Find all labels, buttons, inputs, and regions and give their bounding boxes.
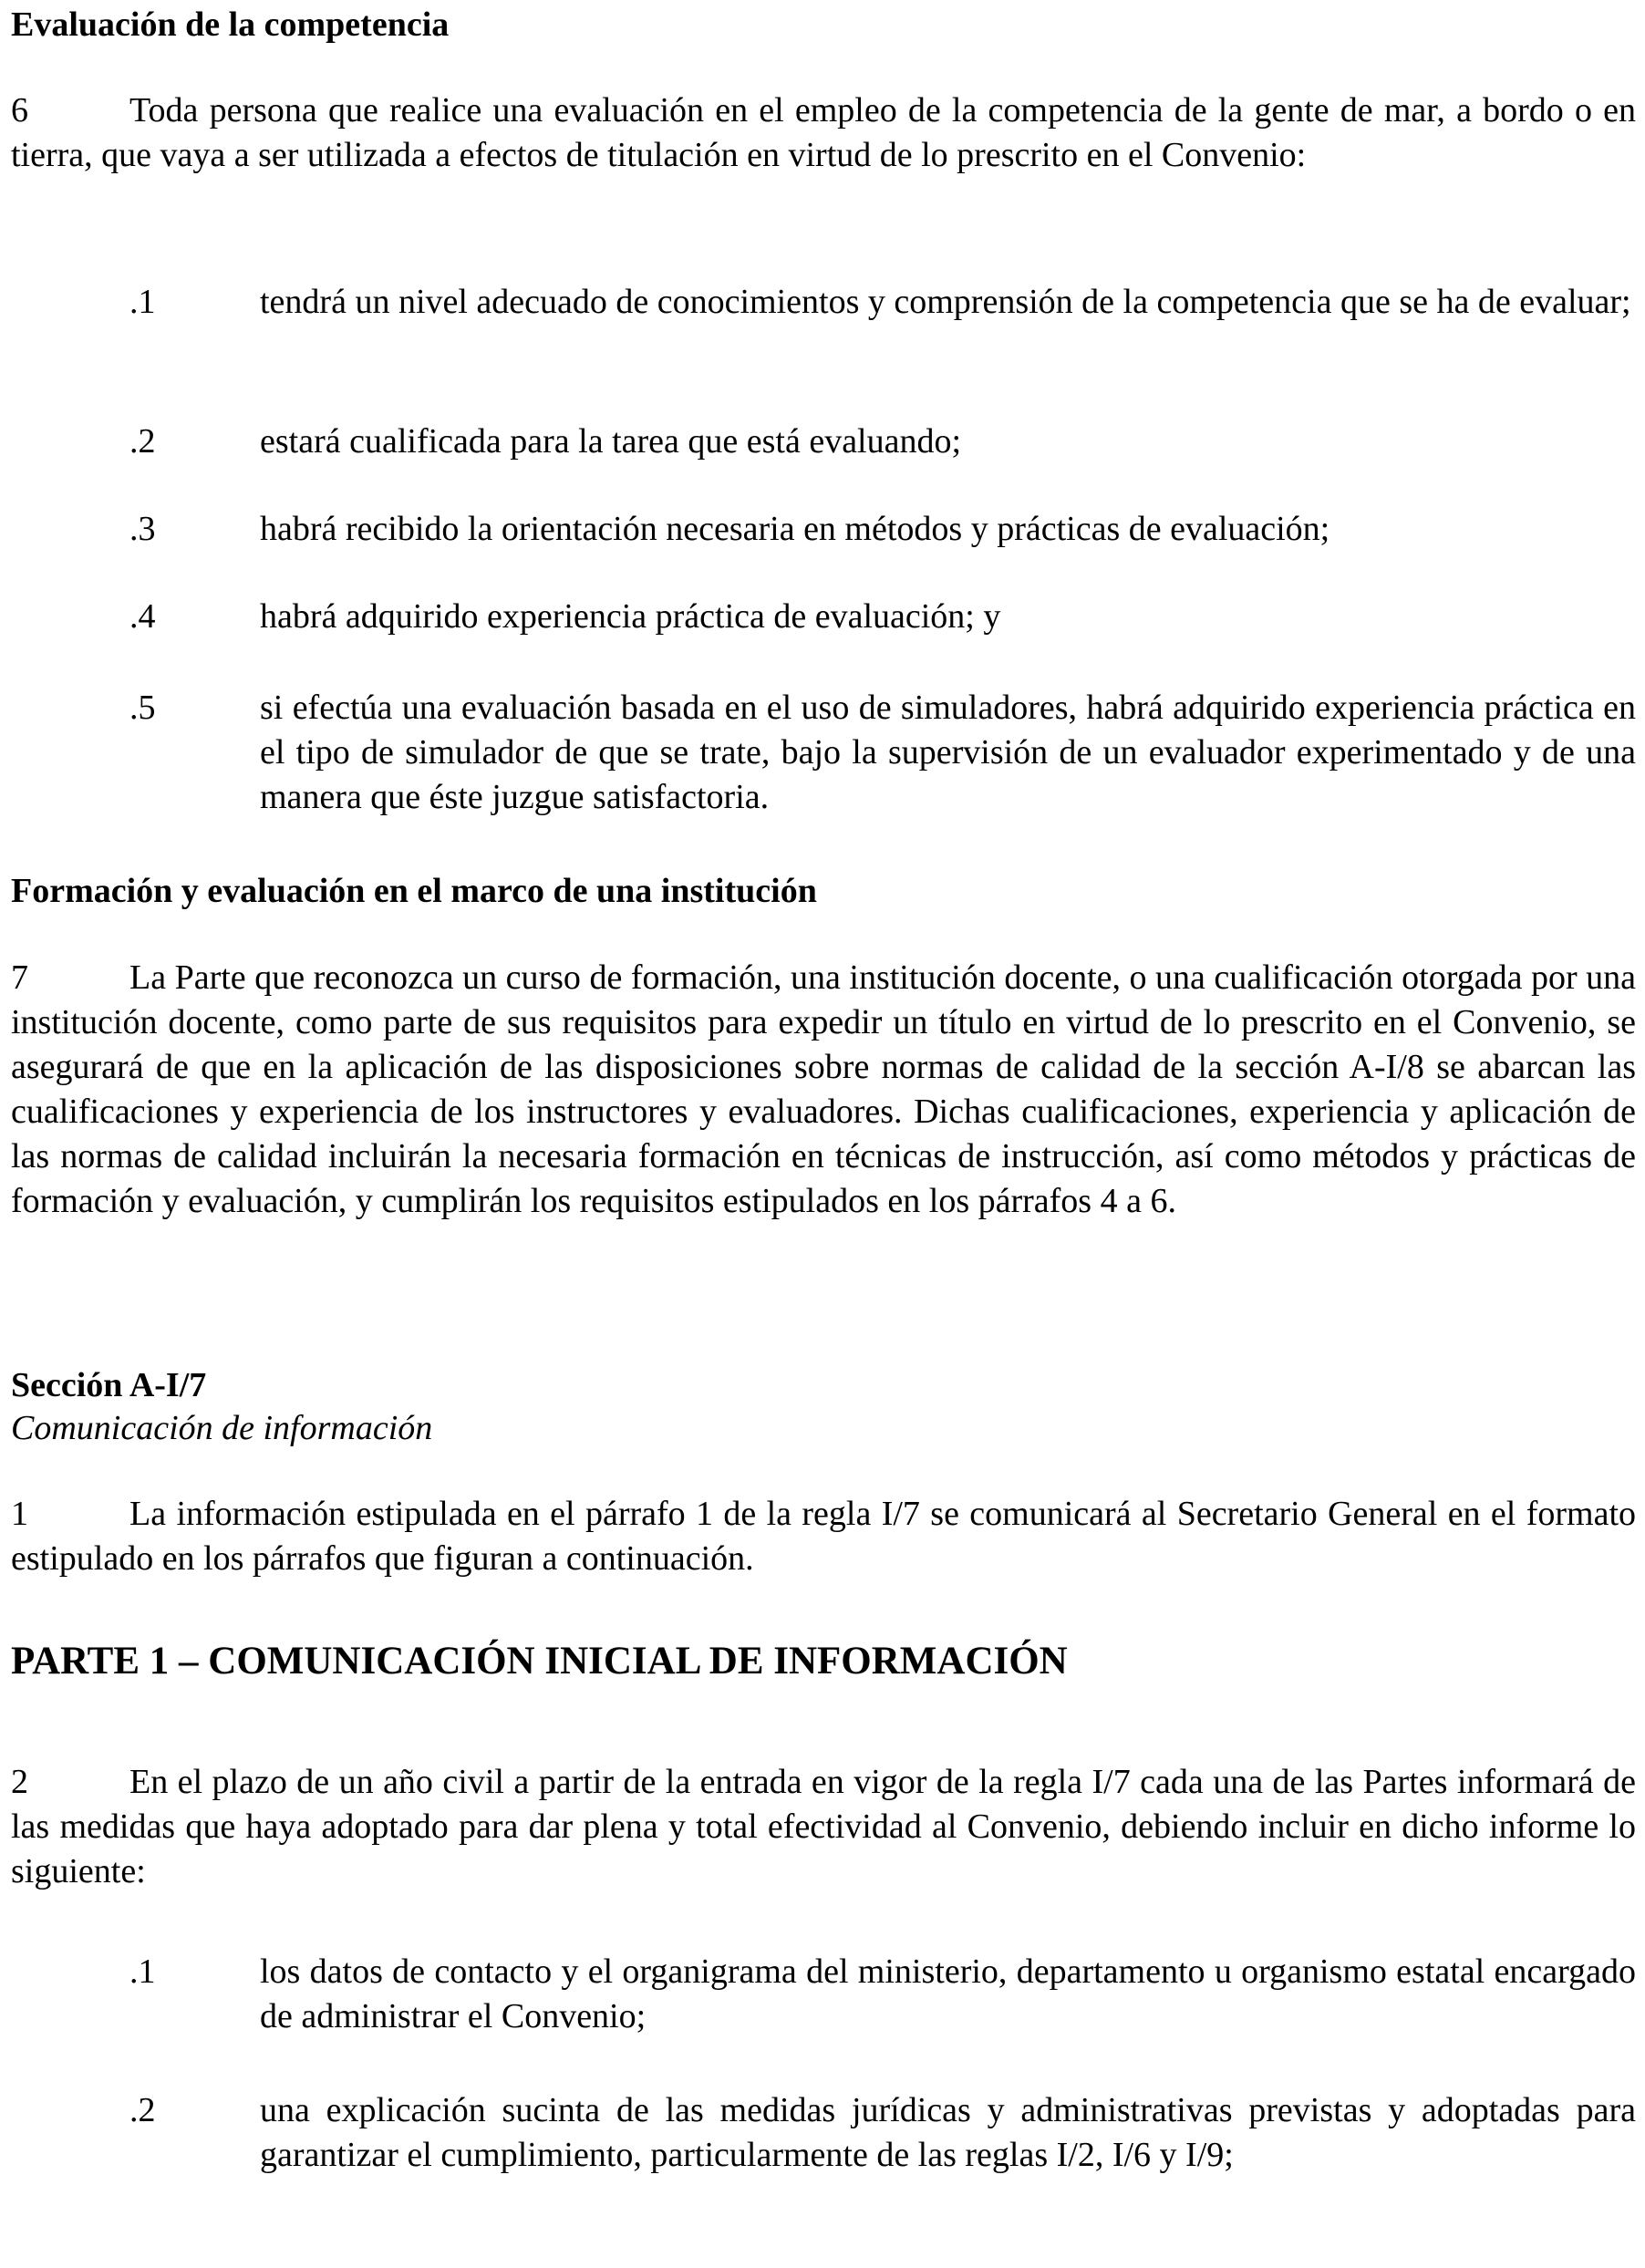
paragraph-number: 6	[11, 91, 28, 129]
section-subtitle-a17: Comunicación de información	[11, 1409, 433, 1447]
list-item-text: estará cualificada para la tarea que está evaluando;	[260, 422, 962, 461]
list-item-number: .1	[129, 1952, 156, 1991]
paragraph-6	[11, 88, 1636, 178]
list-item-text: habrá recibido la orientación necesaria en métodos y prácticas de evaluación;	[260, 510, 1330, 548]
list-item-text: los datos de contacto y el organigrama del ministerio, departamento u organismo estatal encargado de administrar el Convenio;	[260, 1952, 1636, 2035]
paragraph-number: 7	[11, 958, 28, 997]
list-item-text: si efectúa una evaluación basada en el uso de simuladores, habrá adquirido experiencia práctica en el tipo de simulador de que se trate, bajo la supervisión de un evaluador experimentado y de una manera que éste juzgue satisfactoria.	[260, 689, 1636, 816]
paragraph-text: En el plazo de un año civil a partir de la entrada en vigor de la regla I/7 cada una de las Partes informará de las medidas que haya adoptado para dar plena y total efectividad al Convenio, debiendo incluir en dicho informe lo siguiente:	[11, 1763, 1636, 1890]
paragraph-text: La Parte que reconozca un curso de formación, una institución docente, o una cualificación otorgada por una institución docente, como parte de sus requisitos para expedir un título en virtud de lo prescrito en el Convenio, se asegurará de que en la aplicación de las disposiciones sobre normas de calidad de la sección A-I/8 se abarcan las cualificaciones y experiencia de los instructores y evaluadores. Dichas cualificaciones, experiencia y aplicación de las normas de calidad incluirán la necesaria formación en técnicas de instrucción, así como métodos y prácticas de formación y evaluación, y cumplirán los requisitos estipulados en los párrafos 4 a 6.	[11, 958, 1636, 1220]
paragraph-number: 2	[11, 1763, 28, 1801]
paragraph-number: 1	[11, 1495, 28, 1533]
list-item-number: .2	[129, 2091, 156, 2129]
section-heading-formacion: Formación y evaluación en el marco de una institución	[11, 872, 817, 910]
section-heading-competencia: Evaluación de la competencia	[11, 5, 450, 44]
list-item-number: .3	[129, 510, 156, 548]
section-title-a17: Sección A-I/7	[11, 1366, 207, 1404]
document-page	[11, 0, 1636, 2268]
list-item-number: .5	[129, 689, 156, 727]
part-heading-1: PARTE 1 – COMUNICACIÓN INICIAL DE INFORMACIÓN	[11, 1640, 1068, 1683]
list-item-number: .2	[129, 422, 156, 461]
list-item-text: habrá adquirido experiencia práctica de evaluación; y	[260, 597, 1001, 636]
paragraph-a17-1	[11, 1492, 1636, 1581]
list-item-number: .1	[129, 283, 156, 321]
paragraph-parte1-2	[11, 1760, 1636, 1894]
list-item-number: .4	[129, 597, 156, 636]
list-item-text: una explicación sucinta de las medidas jurídicas y administrativas previstas y adoptadas para garantizar el cumplimiento, particularmente de las reglas I/2, I/6 y I/9;	[260, 2091, 1636, 2174]
list-item-text: tendrá un nivel adecuado de conocimientos y comprensión de la competencia que se ha de evaluar;	[260, 283, 1631, 321]
paragraph-7	[11, 956, 1636, 1224]
paragraph-text: Toda persona que realice una evaluación en el empleo de la competencia de la gente de mar, a bordo o en tierra, que vaya a ser utilizada a efectos de titulación en virtud de lo prescrito en el Convenio:	[11, 91, 1636, 174]
paragraph-text: La información estipulada en el párrafo 1 de la regla I/7 se comunicará al Secretario General en el formato estipulado en los párrafos que figuran a continuación.	[11, 1495, 1636, 1578]
